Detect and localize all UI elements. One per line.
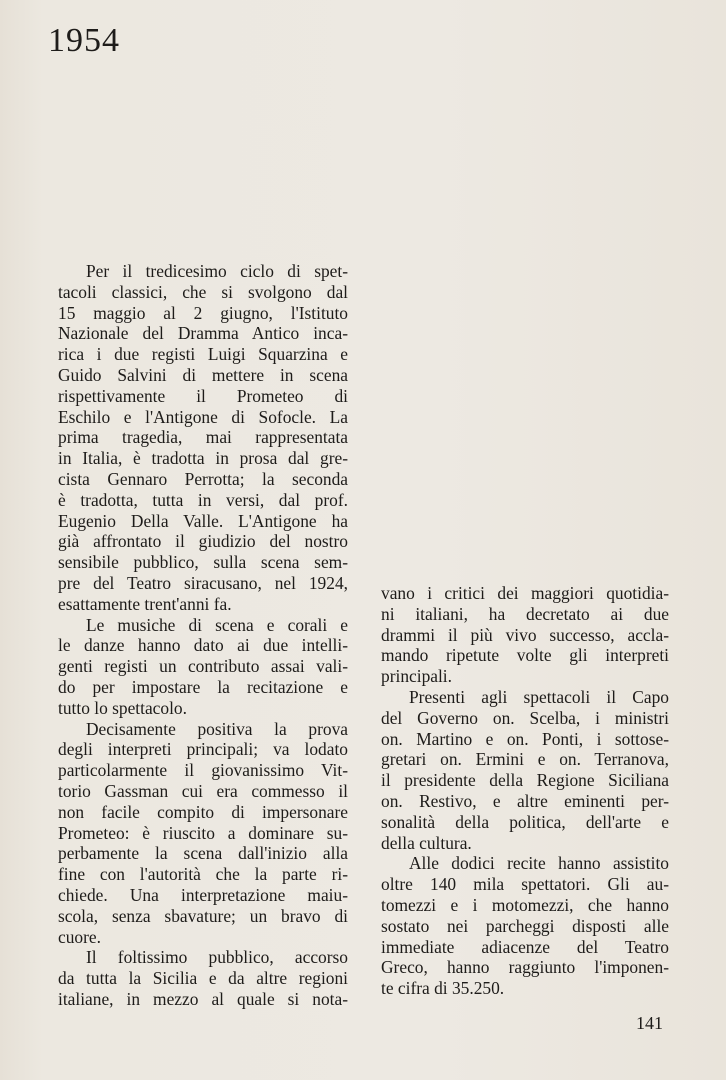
text-line: 15 maggio al 2 giugno, l'Istituto — [58, 302, 348, 323]
text-line: cista Gennaro Perrotta; la seconda — [58, 468, 348, 489]
text-line: chiede. Una interpretazione maiu- — [58, 884, 348, 905]
text-line: non facile compito di impersonare — [58, 801, 348, 822]
text-line: della cultura. — [381, 832, 472, 853]
right-text-column — [381, 583, 669, 999]
text-line: do per impostare la recitazione e — [58, 676, 348, 697]
text-line: pre del Teatro siracusano, nel 1924, — [58, 572, 348, 593]
text-line: in Italia, è tradotta in prosa dal gre- — [58, 448, 348, 469]
text-line: rica i due registi Luigi Squarzina e — [58, 344, 348, 365]
text-line: italiane, in mezzo al quale si nota- — [58, 988, 348, 1009]
text-line: ni italiani, ha decretato ai due — [381, 603, 669, 624]
text-line: Presenti agli spettacoli il Capo — [409, 686, 669, 707]
text-line: te cifra di 35.250. — [381, 978, 505, 999]
text-line: Prometeo: è riuscito a dominare su- — [58, 822, 348, 843]
text-line: mando ripetute volte gli interpreti — [381, 645, 669, 666]
text-line: da tutta la Sicilia e da altre regioni — [58, 968, 348, 989]
left-text-column — [58, 261, 348, 1010]
text-line: degli interpreti principali; va lodato — [58, 739, 348, 760]
text-line: gretari on. Ermini e on. Terranova, — [381, 749, 669, 770]
text-line: on. Martino e on. Ponti, i sottose- — [381, 728, 669, 749]
text-line: oltre 140 mila spettatori. Gli au- — [381, 874, 669, 895]
text-line: Per il tredicesimo ciclo di spet- — [86, 261, 348, 281]
text-line: on. Restivo, e altre eminenti per- — [381, 790, 669, 811]
text-line: le danze hanno dato ai due intelli- — [58, 635, 348, 656]
text-line: perbamente la scena dall'inizio alla — [58, 843, 348, 864]
text-line: Decisamente positiva la prova — [86, 718, 348, 739]
text-line: tomezzi e i motomezzi, che hanno — [381, 894, 669, 915]
text-line: tacoli classici, che si svolgono dal — [58, 281, 348, 302]
text-line: sensibile pubblico, sulla scena sem- — [58, 552, 348, 573]
page-year-heading: 1954 — [48, 22, 120, 59]
text-line: Eschilo e l'Antigone di Sofocle. La — [58, 406, 348, 427]
text-line: Eugenio Della Valle. L'Antigone ha — [58, 510, 348, 531]
text-line: del Governo on. Scelba, i ministri — [381, 707, 669, 728]
text-line: Alle dodici recite hanno assistito — [409, 853, 669, 874]
text-line: genti registi un contributo assai vali- — [58, 656, 348, 677]
text-line: scola, senza sbavature; un bravo di — [58, 905, 348, 926]
text-line: fine con l'autorità che la parte ri- — [58, 864, 348, 885]
text-line: Nazionale del Dramma Antico inca- — [58, 323, 348, 344]
text-line: torio Gassman cui era commesso il — [58, 780, 348, 801]
text-line: è tradotta, tutta in versi, dal prof. — [58, 489, 348, 510]
text-line: drammi il più vivo successo, accla- — [381, 624, 669, 645]
text-line: Il foltissimo pubblico, accorso — [86, 947, 348, 968]
text-line: principali. — [381, 666, 452, 687]
text-line: Guido Salvini di mettere in scena — [58, 364, 348, 385]
text-line: Le musiche di scena e corali e — [86, 614, 348, 635]
text-line: già affrontato il giudizio del nostro — [58, 531, 348, 552]
text-line: esattamente trent'anni fa. — [58, 593, 232, 614]
text-line: sonalità della politica, dell'arte e — [381, 811, 669, 832]
text-line: cuore. — [58, 926, 101, 947]
text-line: vano i critici dei maggiori quotidia- — [381, 583, 669, 603]
page-number: 141 — [636, 1013, 663, 1033]
text-line: sostato nei parcheggi disposti alle — [381, 915, 669, 936]
text-line: rispettivamente il Prometeo di — [58, 385, 348, 406]
text-line: particolarmente il giovanissimo Vit- — [58, 760, 348, 781]
text-line: prima tragedia, mai rappresentata — [58, 427, 348, 448]
text-line: immediate adiacenze del Teatro — [381, 936, 669, 957]
text-line: il presidente della Regione Siciliana — [381, 770, 669, 791]
text-line: tutto lo spettacolo. — [58, 697, 187, 718]
text-line: Greco, hanno raggiunto l'imponen- — [381, 957, 669, 978]
